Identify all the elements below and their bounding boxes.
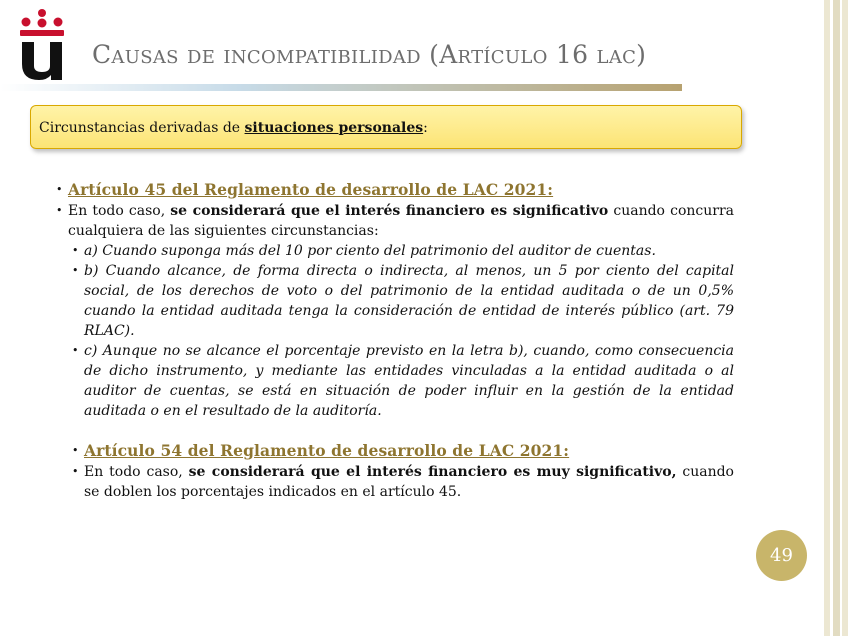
section1-intro <box>56 201 734 241</box>
section1-item-b <box>72 261 734 341</box>
section1-heading-link[interactable]: Artículo 45 del Reglamento de desarrollo de LAC 2021: <box>68 180 554 199</box>
bullet-icon: • <box>56 183 63 196</box>
callout-suffix: : <box>423 120 428 136</box>
section1-intro-start: En todo caso, <box>68 203 171 219</box>
slide-content <box>56 180 734 502</box>
bullet-icon: • <box>56 204 63 217</box>
bullet-icon: • <box>72 344 79 357</box>
section2-text-end: cuando se doblen los porcentajes indicados en el artículo 45. <box>84 464 734 500</box>
page-number-badge: 49 <box>756 530 807 581</box>
slide-title: Causas de incompatibilidad (Artículo 16 lac) <box>92 40 647 69</box>
section2-text-bold: se considerará que el interés financiero es muy significativo, <box>188 464 677 480</box>
section-spacer <box>56 421 734 441</box>
callout-emphasis: situaciones personales <box>244 120 424 136</box>
section2-text <box>72 462 734 502</box>
bullet-icon: • <box>72 264 79 277</box>
section2-heading-item <box>72 441 734 462</box>
section1-heading-item <box>56 180 734 201</box>
section2-text-start: En todo caso, <box>84 464 189 480</box>
title-underline-bar <box>0 84 682 91</box>
bullet-icon: • <box>72 444 79 457</box>
bullet-icon: • <box>72 244 79 257</box>
section1-intro-end: cuando concurra cualquiera de las siguientes circunstancias: <box>68 203 734 239</box>
section1-item-text: a) Cuando suponga más del 10 por ciento del patrimonio del auditor de cuentas. <box>84 243 656 259</box>
callout-box <box>30 105 742 149</box>
callout-prefix: Circunstancias derivadas de <box>39 120 245 136</box>
bullet-icon: • <box>72 465 79 478</box>
right-decorative-stripes <box>818 0 848 636</box>
section1-item-c <box>72 341 734 421</box>
section1-item-a <box>72 241 734 261</box>
section1-item-text: c) Aunque no se alcance el porcentaje previsto en la letra b), cuando, como consecuencia de dicho instrumento, y mediante las entidades vinculadas a la entidad auditada o al auditor de cuentas, se está en situación de poder influir en la gestión de la entidad auditada o en el resultado de la auditoría. <box>84 343 734 419</box>
university-logo-icon <box>18 8 66 84</box>
section2-heading-link[interactable]: Artículo 54 del Reglamento de desarrollo de LAC 2021: <box>84 441 570 460</box>
section1-item-text: b) Cuando alcance, de forma directa o indirecta, al menos, un 5 por ciento del capital social, de los derechos de voto o del patrimonio de la entidad auditada o de un 0,5% cuando la entidad auditada tenga la consideración de entidad de interés público (art. 79 RLAC). <box>84 263 734 339</box>
section1-intro-bold: se considerará que el interés financiero es significativo <box>170 203 609 219</box>
